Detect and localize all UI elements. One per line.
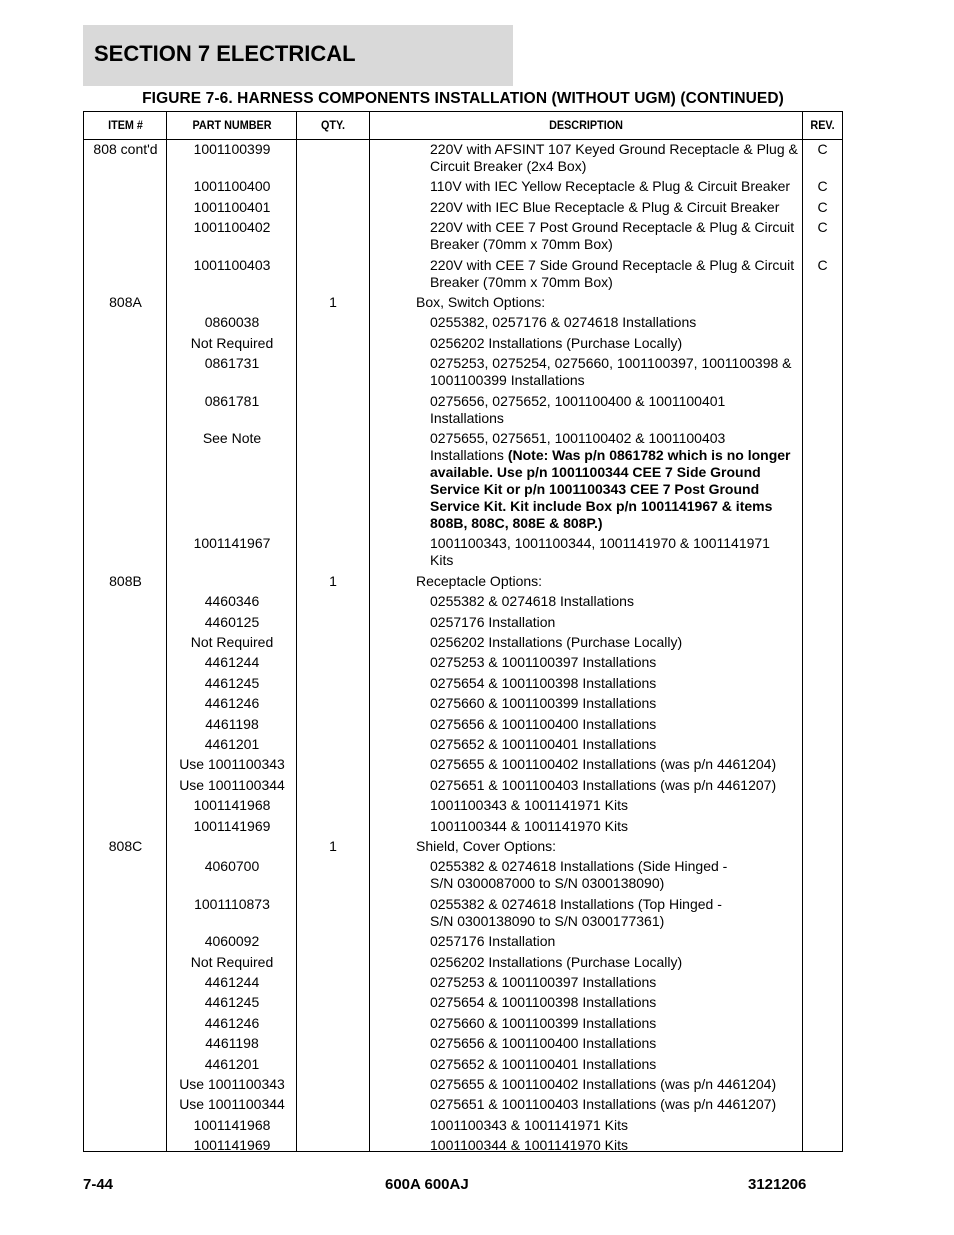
description-line: Box, Switch Options:: [416, 294, 546, 310]
description-line: 1001100343 & 1001141971 Kits: [430, 797, 628, 814]
description-line: 0275656 & 1001100400 Installations: [430, 1035, 657, 1052]
description-line: 0255382 & 0274618 Installations: [430, 593, 634, 610]
part-number: 1001141967: [193, 535, 271, 552]
description: [430, 314, 800, 331]
part-number: Use 1001100344: [179, 776, 285, 793]
description-line: Kits: [430, 552, 454, 569]
description: [430, 756, 800, 773]
part-number: 1001100399: [193, 141, 271, 157]
description: [430, 199, 800, 216]
description-line: 0275660 & 1001100399 Installations: [430, 695, 657, 712]
note-line: available. Use p/n 1001100344 CEE 7 Side Ground: [430, 464, 761, 480]
description-line: 0257176 Installation: [430, 613, 556, 630]
description-line: 0256202 Installations (Purchase Locally): [430, 334, 683, 351]
part-number: 4461198: [205, 715, 259, 732]
revision: C: [817, 141, 828, 157]
document-number: 3121206: [748, 1176, 807, 1193]
revision: C: [817, 198, 828, 215]
note-line: Service Kit or p/n 1001100343 CEE 7 Post Ground: [430, 481, 760, 497]
part-number: 4461245: [204, 994, 260, 1011]
quantity: 1: [329, 838, 337, 854]
part-number: Use 1001100343: [179, 756, 285, 773]
part-number: 1001100400: [193, 178, 271, 195]
description-line: 0275655 & 1001100402 Installations (was p/n 4461204): [430, 1076, 777, 1092]
item-number: 808C: [108, 838, 143, 854]
part-number: 4461246: [204, 695, 260, 712]
description: [430, 1096, 800, 1113]
description-line: 220V with CEE 7 Side Ground Receptacle & Plug & Circuit: [430, 256, 795, 273]
description: [430, 1076, 800, 1093]
description-line: 0275655, 0275651, 1001100402 & 1001100403: [430, 430, 726, 446]
item-number: 808 cont'd: [93, 141, 158, 157]
description: [430, 695, 800, 712]
description-line: 220V with CEE 7 Post Ground Receptacle & Plug & Circuit: [430, 219, 795, 236]
description-line: 0275652 & 1001100401 Installations: [430, 736, 657, 752]
description: [430, 178, 800, 195]
description: [430, 1137, 800, 1154]
description: [416, 573, 786, 590]
description-line: 0275253, 0275254, 0275660, 1001100397, 1001100398 &: [430, 355, 792, 372]
part-number: Use 1001100343: [179, 1076, 285, 1092]
description: [430, 716, 800, 733]
description-line: 0275660 & 1001100399 Installations: [430, 1014, 657, 1031]
column-header-rev: REV.: [810, 118, 835, 132]
description: [430, 1117, 800, 1134]
quantity: 1: [329, 572, 337, 589]
description-line: 0255382, 0257176 & 0274618 Installations: [430, 314, 697, 331]
part-number: 4060700: [204, 858, 260, 875]
description-line: 0256202 Installations (Purchase Locally): [430, 634, 683, 650]
part-number: 4460125: [204, 613, 260, 630]
description: [430, 777, 800, 794]
quantity: 1: [329, 294, 337, 310]
description-line: 0275655 & 1001100402 Installations (was p/n 4461204): [430, 756, 777, 773]
part-number: 1001100403: [193, 256, 271, 273]
column-header-qty: QTY.: [320, 118, 345, 132]
description-line: 1001100343 & 1001141971 Kits: [430, 1116, 628, 1133]
description-line: 0275654 & 1001100398 Installations: [430, 674, 657, 691]
description: [430, 797, 800, 814]
part-number: 0861781: [204, 392, 260, 409]
description: [430, 355, 800, 389]
page-number: 7-44: [83, 1176, 114, 1193]
note-text: (Note: Was p/n 0861782 which is no longer: [507, 447, 791, 463]
header-divider: [84, 139, 842, 140]
description-line: Breaker (70mm x 70mm Box): [430, 236, 613, 253]
column-divider: [369, 112, 370, 1151]
description-line: 0275651 & 1001100403 Installations (was p/n 4461207): [430, 776, 777, 793]
part-number: 1001141969: [193, 817, 271, 834]
description: [430, 219, 800, 253]
description: [430, 535, 800, 569]
part-number: 4461201: [204, 736, 260, 752]
description: [430, 675, 800, 692]
description-line: 220V with IEC Blue Receptacle & Plug & Circuit Breaker: [430, 198, 780, 215]
revision: C: [817, 219, 828, 236]
description-line: 1001100344 & 1001141970 Kits: [430, 1137, 628, 1154]
part-number: 4461198: [205, 1035, 259, 1052]
description-line: 1001100344 & 1001141970 Kits: [430, 817, 628, 834]
part-number: 1001110873: [194, 895, 270, 912]
note-line: 808B, 808C, 808E & 808P.): [430, 515, 603, 531]
description: [430, 858, 800, 892]
description-line: S/N 0300138090 to S/N 0300177361): [430, 912, 665, 929]
description-line: 0275654 & 1001100398 Installations: [430, 994, 657, 1011]
part-number: 4461244: [204, 974, 260, 990]
part-number: 1001141968: [193, 1116, 271, 1133]
description-line: 0275253 & 1001100397 Installations: [430, 974, 657, 990]
description-line: 0257176 Installation: [430, 933, 556, 950]
part-number: 1001141968: [193, 797, 271, 814]
description-line: 0275253 & 1001100397 Installations: [430, 654, 657, 671]
part-number: 4060092: [204, 933, 260, 950]
description-line: 1001100343, 1001100344, 1001141970 & 1001141971: [430, 535, 770, 552]
note-line: Service Kit. Kit include Box p/n 1001141967 & items: [430, 498, 773, 514]
description-line: 1001100399 Installations: [430, 372, 585, 389]
description: [430, 593, 800, 610]
part-number: Not Required: [190, 334, 274, 351]
description: [430, 736, 800, 753]
description: [430, 1035, 800, 1052]
column-header-part-number: PART NUMBER: [192, 118, 272, 132]
part-number: Not Required: [190, 953, 274, 970]
description: [430, 335, 800, 352]
column-header-item: ITEM #: [108, 118, 143, 132]
revision: C: [817, 256, 828, 273]
description: [430, 954, 800, 971]
description: [430, 257, 800, 291]
section-title: SECTION 7 ELECTRICAL: [94, 41, 356, 66]
description-line: 0275656, 0275652, 1001100400 & 1001100401: [430, 392, 726, 409]
description: [416, 838, 786, 855]
part-number: 0860038: [204, 314, 260, 331]
description: [430, 614, 800, 631]
description: [430, 634, 800, 651]
part-number: Use 1001100344: [179, 1096, 285, 1113]
description-line: 0275652 & 1001100401 Installations: [430, 1055, 657, 1072]
description-line: 0275656 & 1001100400 Installations: [430, 715, 657, 732]
description: [430, 818, 800, 835]
part-number: 1001141969: [193, 1137, 271, 1154]
column-header-description: DESCRIPTION: [549, 118, 623, 132]
section-header: [83, 25, 513, 86]
parts-table: [83, 111, 843, 1152]
description: [430, 654, 800, 671]
part-number: 1001100402: [193, 219, 271, 236]
description: [430, 994, 800, 1011]
description-line: 0255382 & 0274618 Installations (Side Hinged -: [430, 858, 728, 875]
part-number: 4461244: [204, 654, 260, 671]
description-line: Circuit Breaker (2x4 Box): [430, 158, 587, 174]
item-number: 808B: [109, 572, 142, 589]
part-number: 1001100401: [193, 198, 271, 215]
description-line: S/N 0300087000 to S/N 0300138090): [430, 875, 665, 892]
description: [430, 896, 800, 930]
description-line: Installations: [430, 409, 504, 426]
part-number: 4460346: [204, 593, 260, 610]
part-number: See Note: [202, 430, 262, 446]
part-number: Not Required: [190, 634, 274, 650]
description-line: Breaker (70mm x 70mm Box): [430, 273, 613, 290]
description: [430, 974, 800, 991]
part-number: 0861731: [204, 355, 260, 372]
description: [430, 141, 800, 175]
description: [416, 294, 786, 311]
description: [430, 1056, 800, 1073]
part-number: 4461201: [204, 1055, 260, 1072]
description: [430, 1015, 800, 1032]
description-line: 0275651 & 1001100403 Installations (was p/n 4461207): [430, 1096, 777, 1113]
revision: C: [817, 178, 828, 195]
description-text: Installations: [430, 447, 508, 463]
description-line: 220V with AFSINT 107 Keyed Ground Receptacle & Plug &: [430, 141, 798, 157]
part-number: 4461245: [204, 674, 260, 691]
item-number: 808A: [109, 294, 142, 310]
description-line: 0255382 & 0274618 Installations (Top Hinged -: [430, 895, 722, 912]
description-line: 0256202 Installations (Purchase Locally): [430, 953, 683, 970]
description-line: [430, 447, 800, 464]
description-line: Receptacle Options:: [416, 572, 543, 589]
figure-title: FIGURE 7-6. HARNESS COMPONENTS INSTALLATION (WITHOUT UGM) (CONTINUED): [142, 90, 784, 107]
model-number: 600A 600AJ: [385, 1176, 469, 1193]
description: [430, 933, 800, 950]
description-line: Shield, Cover Options:: [416, 838, 557, 854]
description: [430, 393, 800, 427]
description-line: 110V with IEC Yellow Receptacle & Plug & Circuit Breaker: [430, 178, 791, 195]
description: [430, 430, 800, 532]
part-number: 4461246: [204, 1014, 260, 1031]
